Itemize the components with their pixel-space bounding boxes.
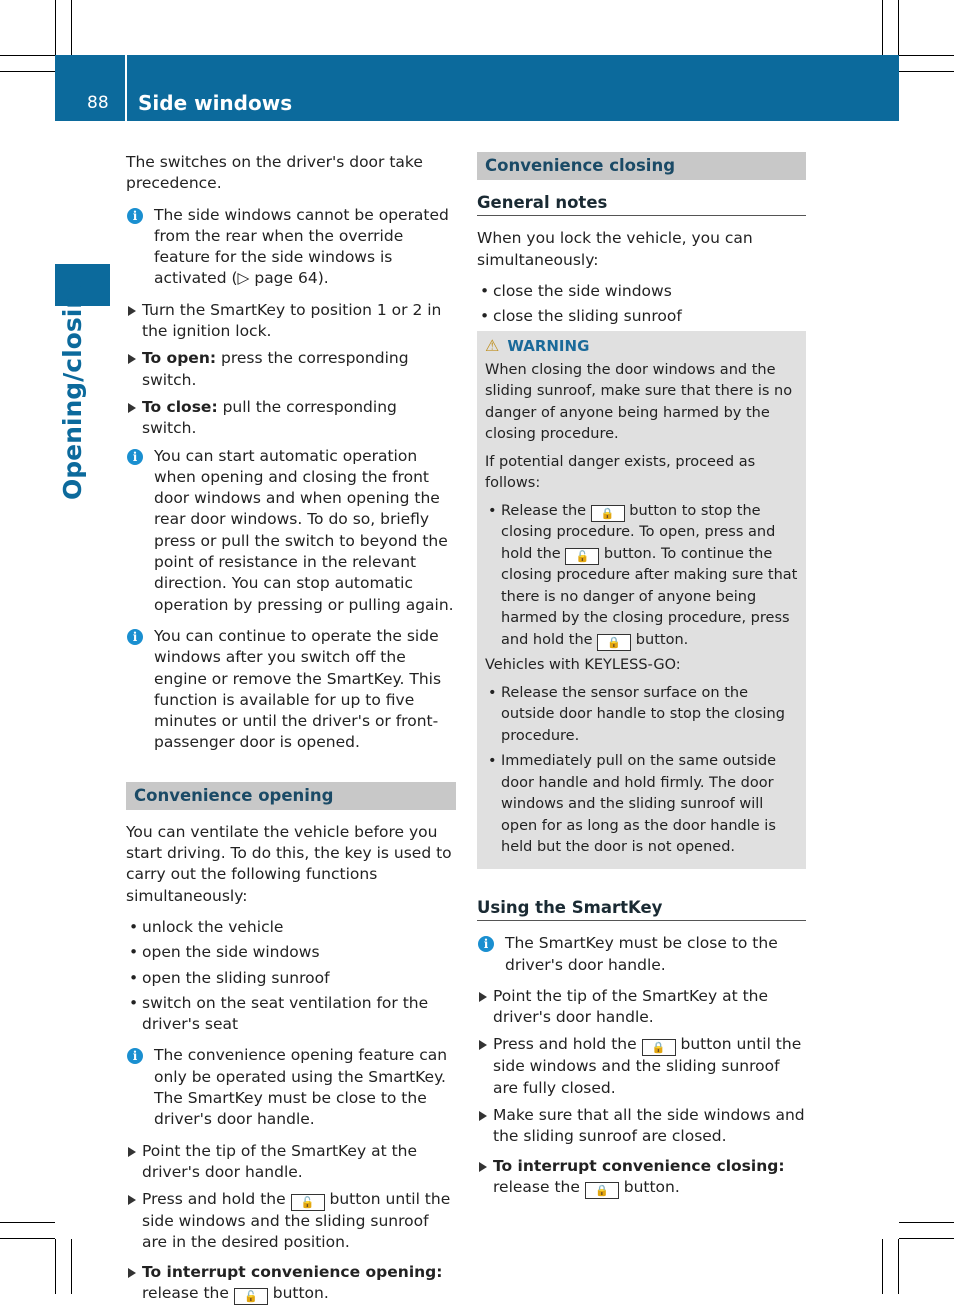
info-icon: i [478, 936, 494, 952]
crop-mark [898, 1239, 899, 1294]
bullet-item: • open the side windows [129, 943, 320, 962]
crop-mark [71, 0, 72, 55]
arrow-icon [479, 1040, 487, 1050]
right-column [477, 152, 806, 1205]
bullet-item: • switch on the seat ventilation for the driver's seat [129, 993, 429, 1034]
crop-mark [882, 1239, 883, 1294]
crop-mark [899, 1222, 954, 1223]
info-note: i The side windows cannot be operated from the rear when the override feature for the side windows is activated (▷ page 64). [126, 205, 456, 290]
lock-icon: 🔒 [585, 1182, 619, 1199]
arrow-icon [128, 1195, 136, 1205]
step-item: Point the tip of the SmartKey at the driver's door handle. [126, 1141, 456, 1184]
crop-mark [898, 0, 899, 55]
arrow-icon [128, 1268, 136, 1278]
lock-icon: 🔒 [642, 1039, 676, 1056]
section-heading: Convenience opening [126, 782, 456, 810]
arrow-icon [479, 1162, 487, 1172]
lock-icon: 🔒 [597, 634, 631, 651]
step-item: Press and hold the 🔓 button until the side windows and the sliding sunroof are in the desired position. [126, 1189, 456, 1254]
crop-mark [55, 1239, 56, 1294]
crop-mark [55, 0, 56, 55]
crop-mark [882, 0, 883, 55]
warning-text: If potential danger exists, proceed as follows: [485, 453, 756, 492]
crop-mark [71, 1239, 72, 1294]
crop-mark [899, 1238, 954, 1239]
section-intro: You can ventilate the vehicle before you start driving. To do this, the key is used to carry out the following functions simultaneously: [126, 822, 452, 905]
step-item: Point the tip of the SmartKey at the driver's door handle. [477, 986, 806, 1029]
info-note: i You can continue to operate the side windows after you switch off the engine or remove the SmartKey. This function is available for up to five minutes or until the driver's or front-passenger door is opened. [126, 626, 456, 754]
crop-mark [0, 1238, 55, 1239]
crop-mark [0, 71, 55, 72]
step-item: To open: press the corresponding switch. [126, 348, 456, 391]
subsection-heading: Using the SmartKey [477, 897, 806, 921]
info-icon: i [127, 1048, 143, 1064]
intro-text: The switches on the driver's door take precedence. [126, 153, 423, 193]
warning-bullet: • Release the 🔒 button to stop the closing procedure. To open, press and hold the 🔓 button. To continue the closing procedure after making sure that there is no danger of anyone being harmed by the closing procedure, press and hold the 🔒 button. [488, 502, 798, 649]
step-item: Turn the SmartKey to position 1 or 2 in the ignition lock. [126, 300, 456, 343]
unlock-icon: 🔓 [291, 1194, 325, 1211]
crop-mark [899, 71, 954, 72]
info-icon: i [127, 449, 143, 465]
chapter-title: Opening/closing [58, 272, 87, 500]
warning-bullet: • Immediately pull on the same outside door handle and hold firmly. The door windows and the sliding sunroof will open for as long as the door handle is held but the door is not opened. [488, 753, 777, 856]
warning-text: When closing the door windows and the sliding sunroof, make sure that there is no danger of anyone being harmed by the closing procedure. [485, 361, 793, 443]
crop-mark [899, 55, 954, 56]
subsection-heading: General notes [477, 192, 806, 216]
bullet-item: • open the sliding sunroof [129, 968, 330, 987]
warning-heading: ⚠ WARNING [485, 336, 590, 356]
arrow-icon [128, 354, 136, 364]
crop-mark [0, 55, 55, 56]
info-note: i You can start automatic operation when opening and closing the front door windows and when opening the rear door windows. To do so, briefly press or pull the switch to beyond the point of resistance in the relevant direction. You can stop automatic operation by pressing or pulling again. [126, 446, 456, 616]
arrow-icon [128, 306, 136, 316]
left-column [126, 152, 456, 1311]
arrow-icon [128, 403, 136, 413]
page-title: Side windows [138, 91, 293, 115]
step-item: Press and hold the 🔒 button until the side windows and the sliding sunroof are fully closed. [477, 1034, 806, 1099]
arrow-icon [128, 1147, 136, 1157]
info-note: i The SmartKey must be close to the driver's door handle. [477, 933, 806, 976]
step-item: To interrupt convenience opening: release the 🔓 button. [126, 1262, 456, 1305]
bullet-item: • close the side windows [480, 281, 672, 300]
crop-mark [0, 1222, 55, 1223]
unlock-icon: 🔓 [565, 548, 599, 565]
step-item: To interrupt convenience closing: release the 🔒 button. [477, 1156, 806, 1199]
header-divider [125, 55, 127, 121]
info-icon: i [127, 629, 143, 645]
page-header [55, 55, 899, 121]
arrow-icon [479, 1111, 487, 1121]
unlock-icon: 🔓 [234, 1288, 268, 1305]
bullet-item: • close the sliding sunroof [480, 307, 682, 326]
info-note: i The convenience opening feature can only be operated using the SmartKey. The SmartKey must be close to the driver's door handle. [126, 1045, 456, 1130]
warning-triangle-icon: ⚠ [485, 336, 500, 356]
lock-icon: 🔒 [591, 505, 625, 522]
step-item: To close: pull the corresponding switch. [126, 397, 456, 440]
section-heading: Convenience closing [477, 152, 806, 180]
warning-text: Vehicles with KEYLESS-GO: [485, 657, 681, 674]
section-intro: When you lock the vehicle, you can simultaneously: [477, 229, 753, 269]
info-icon: i [127, 208, 143, 224]
step-item: Make sure that all the side windows and the sliding sunroof are closed. [477, 1105, 806, 1148]
arrow-icon [479, 992, 487, 1002]
bullet-item: • unlock the vehicle [129, 917, 284, 936]
page-number: 88 [87, 93, 109, 113]
warning-box [477, 331, 806, 869]
warning-bullet: • Release the sensor surface on the outside door handle to stop the closing procedure. [488, 684, 785, 744]
